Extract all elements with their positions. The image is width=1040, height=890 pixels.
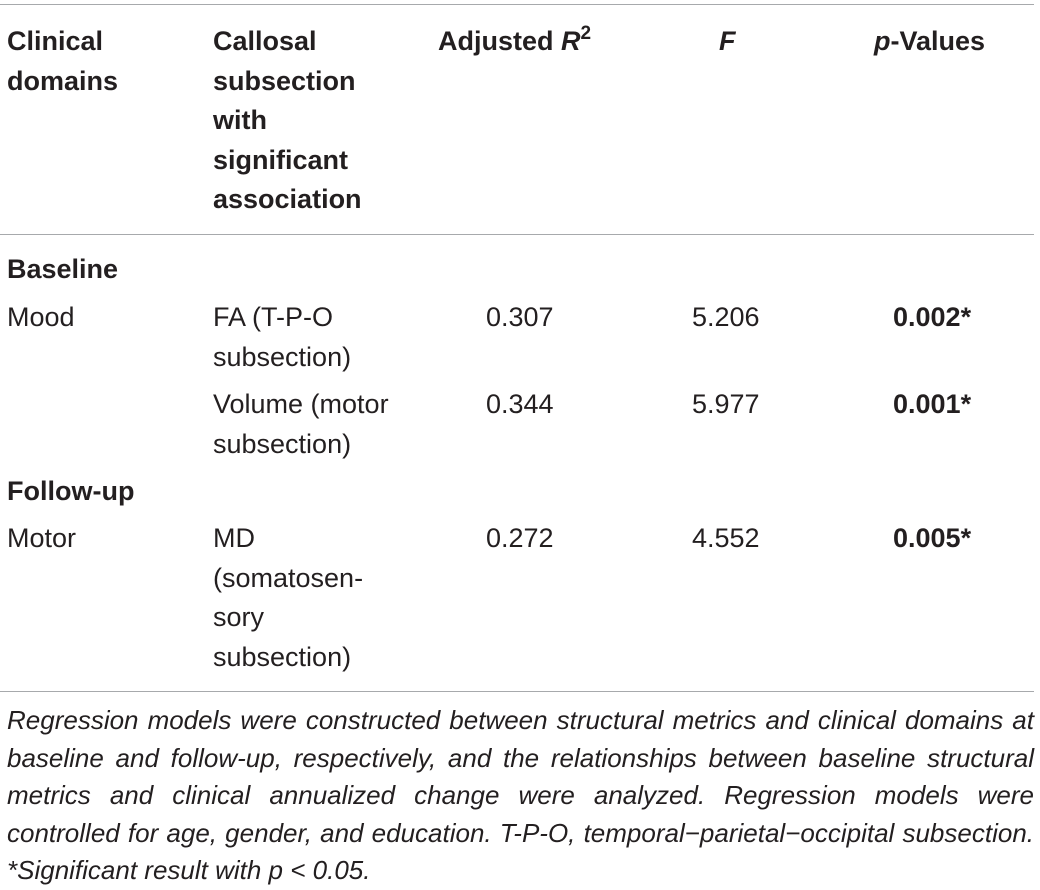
- header-clinical-domains-line2: domains: [7, 65, 119, 96]
- header-callosal-line1: Callosal: [213, 26, 317, 56]
- row-p-number: 0.001: [893, 389, 961, 419]
- row-subsection: [213, 519, 423, 677]
- significance-marker: *: [960, 302, 972, 332]
- row-subsection-line3: sory: [213, 602, 265, 632]
- significance-marker: *: [960, 389, 972, 419]
- row-p-value: [893, 298, 971, 338]
- header-p-values: [874, 22, 985, 62]
- row-f: 5.206: [692, 302, 760, 332]
- header-adjusted-r2: [438, 22, 591, 62]
- row-domain: Motor: [7, 523, 77, 553]
- row-p-number: 0.005: [893, 523, 961, 553]
- row-subsection-line1: Volume (motor: [213, 389, 389, 419]
- header-callosal-subsection: [213, 22, 423, 220]
- row-subsection: [213, 298, 423, 377]
- header-p-symbol: p: [874, 26, 891, 56]
- header-callosal-line3: with: [213, 105, 267, 135]
- row-adjusted-r2: 0.307: [486, 302, 554, 332]
- table-top-rule: [0, 4, 1034, 5]
- header-callosal-line4: significant: [213, 144, 349, 175]
- row-p-value: [893, 519, 971, 559]
- row-subsection-line1: FA (T-P-O: [213, 302, 334, 332]
- significance-marker: *: [960, 523, 972, 553]
- row-adjusted-r2: 0.272: [486, 523, 554, 553]
- header-adjusted-r2-prefix: Adjusted: [438, 26, 562, 56]
- table-footnote: Regression models were constructed between structural metrics and clinical domains at baseline and follow-up, respectively, and the relationships between baseline structural metrics and clinical annualized change were analyzed. Regression models were controlled for age, gender, and education. T-P-O, temporal−parietal−occipital subsection. *Significant result with p < 0.05.: [7, 705, 1034, 886]
- row-subsection-line2: (somatosen-: [213, 562, 364, 593]
- header-adjusted-r2-exponent: 2: [580, 23, 592, 44]
- row-subsection: [213, 385, 423, 464]
- row-subsection-line4: subsection): [213, 641, 352, 672]
- row-f: 4.552: [692, 523, 760, 553]
- table-bottom-rule: [0, 691, 1034, 692]
- table-header-rule: [0, 234, 1034, 235]
- section-label-follow-up: Follow-up: [7, 476, 135, 506]
- row-subsection-line1: MD: [213, 523, 255, 553]
- row-subsection-line2: subsection): [213, 428, 352, 459]
- header-callosal-line5: association: [213, 184, 362, 214]
- row-adjusted-r2: 0.344: [486, 389, 554, 419]
- header-p-suffix: -Values: [890, 26, 986, 56]
- row-domain: Mood: [7, 302, 75, 332]
- header-clinical-domains-line1: Clinical: [7, 26, 104, 56]
- row-p-number: 0.002: [893, 302, 961, 332]
- header-callosal-line2: subsection: [213, 65, 356, 96]
- header-f: F: [719, 26, 736, 56]
- section-label-baseline: Baseline: [7, 254, 119, 284]
- header-clinical-domains: [7, 22, 118, 101]
- row-f: 5.977: [692, 389, 760, 419]
- header-adjusted-r2-symbol: R: [561, 26, 581, 56]
- row-p-value: [893, 385, 971, 425]
- row-subsection-line2: subsection): [213, 341, 352, 372]
